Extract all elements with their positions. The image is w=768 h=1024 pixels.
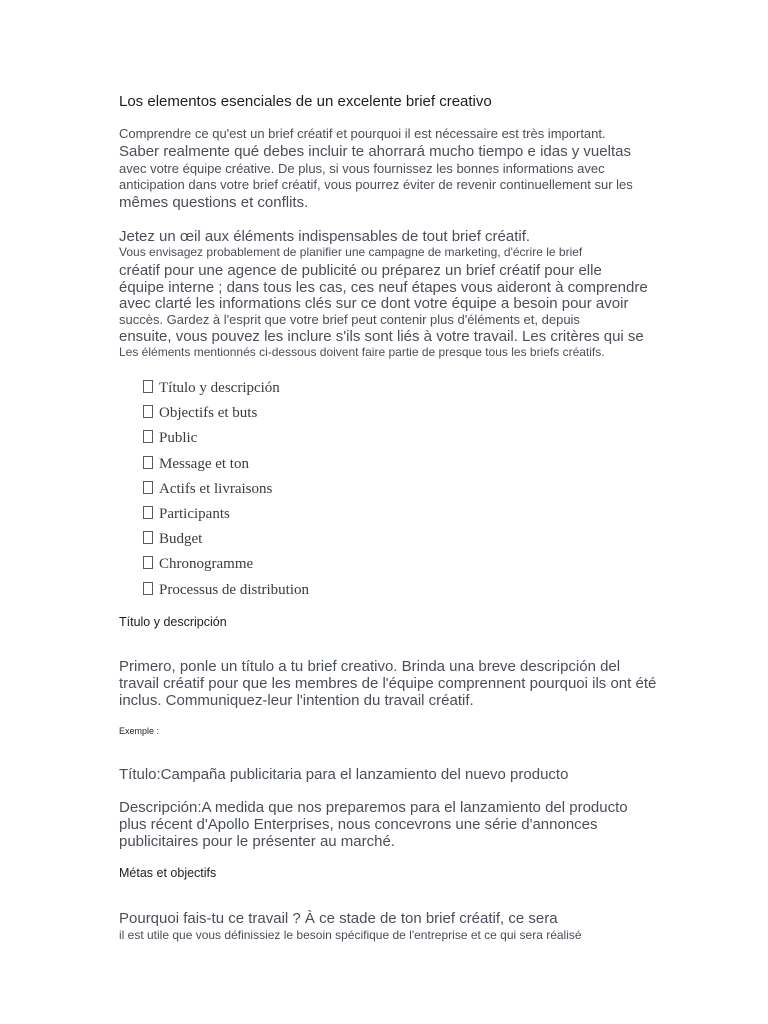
para-line: Les éléments mentionnés ci-dessous doivent faire partie de presque tous les briefs créatifs. bbox=[119, 345, 605, 359]
para-line: Vous envisagez probablement de planifier une campagne de marketing, d'écrire le brief bbox=[119, 245, 583, 259]
checkbox-icon bbox=[143, 456, 153, 469]
titulo-line: inclus. Communiquez-leur l'intention du travail créatif. bbox=[119, 692, 474, 709]
intro-line: mêmes questions et conflits. bbox=[119, 194, 309, 211]
heading-titulo: Título y descripción bbox=[119, 615, 227, 629]
checkbox-icon bbox=[143, 481, 153, 494]
checklist-item: Objectifs et buts bbox=[143, 403, 309, 428]
intro-line: Saber realmente qué debes incluir te ahorrará mucho tiempo e idas y vueltas bbox=[119, 143, 631, 160]
titulo-line: travail créatif pour que les membres de l'équipe comprennent pourquoi ils ont été bbox=[119, 675, 657, 692]
para-line: ensuite, vous pouvez les inclure s'ils sont liés à votre travail. Les critères qui se bbox=[119, 328, 644, 345]
document-title: Los elementos esenciales de un excelente brief creativo bbox=[119, 93, 492, 110]
checkbox-icon bbox=[143, 531, 153, 544]
checkbox-icon bbox=[143, 506, 153, 519]
titulo-line: Primero, ponle un título a tu brief creativo. Brinda una breve descripción del bbox=[119, 658, 621, 675]
example-desc-line: publicitaires pour le présenter au marché. bbox=[119, 833, 395, 850]
example-label: Exemple : bbox=[119, 726, 160, 736]
checklist-item: Processus de distribution bbox=[143, 580, 309, 605]
metas-line: il est utile que vous définissiez le besoin spécifique de l'entreprise et ce qui sera réalisé bbox=[119, 928, 582, 942]
example-desc-line: plus récent d'Apollo Enterprises, nous concevrons une série d'annonces bbox=[119, 816, 598, 833]
checkbox-icon bbox=[143, 405, 153, 418]
checklist-item: Budget bbox=[143, 529, 309, 554]
example-desc-line: Descripción:A medida que nos preparemos para el lanzamiento del producto bbox=[119, 799, 628, 816]
checklist-item: Actifs et livraisons bbox=[143, 479, 309, 504]
intro-line: Comprendre ce qu'est un brief créatif et pourquoi il est nécessaire est très important. bbox=[119, 126, 606, 141]
checkbox-icon bbox=[143, 556, 153, 569]
intro-line: avec votre équipe créative. De plus, si vous fournissez les bonnes informations avec bbox=[119, 161, 605, 176]
checkbox-icon bbox=[143, 582, 153, 595]
checklist-item: Chronogramme bbox=[143, 554, 309, 579]
para-line: avec clarté les informations clés sur ce dont votre équipe a besoin pour avoir bbox=[119, 295, 629, 312]
para-line: équipe interne ; dans tous les cas, ces neuf étapes vous aideront à comprendre bbox=[119, 279, 648, 296]
para-line: créatif pour une agence de publicité ou préparez un brief créatif pour elle bbox=[119, 262, 602, 279]
metas-line: Pourquoi fais-tu ce travail ? À ce stade de ton brief créatif, ce sera bbox=[119, 910, 558, 927]
checkbox-icon bbox=[143, 430, 153, 443]
checkbox-icon bbox=[143, 380, 153, 393]
section-lead: Jetez un œil aux éléments indispensables de tout brief créatif. bbox=[119, 228, 531, 245]
checklist-item: Message et ton bbox=[143, 454, 309, 479]
checklist-item: Participants bbox=[143, 504, 309, 529]
para-line: succès. Gardez à l'esprit que votre brief peut contenir plus d'éléments et, depuis bbox=[119, 312, 580, 327]
checklist-item: Título y descripción bbox=[143, 378, 309, 403]
intro-line: anticipation dans votre brief créatif, vous pourrez éviter de revenir continuellement sur les bbox=[119, 177, 633, 192]
checklist-item: Public bbox=[143, 428, 309, 453]
heading-metas: Métas et objectifs bbox=[119, 866, 217, 880]
elements-checklist bbox=[143, 378, 309, 605]
example-title: Título:Campaña publicitaria para el lanzamiento del nuevo producto bbox=[119, 766, 569, 783]
